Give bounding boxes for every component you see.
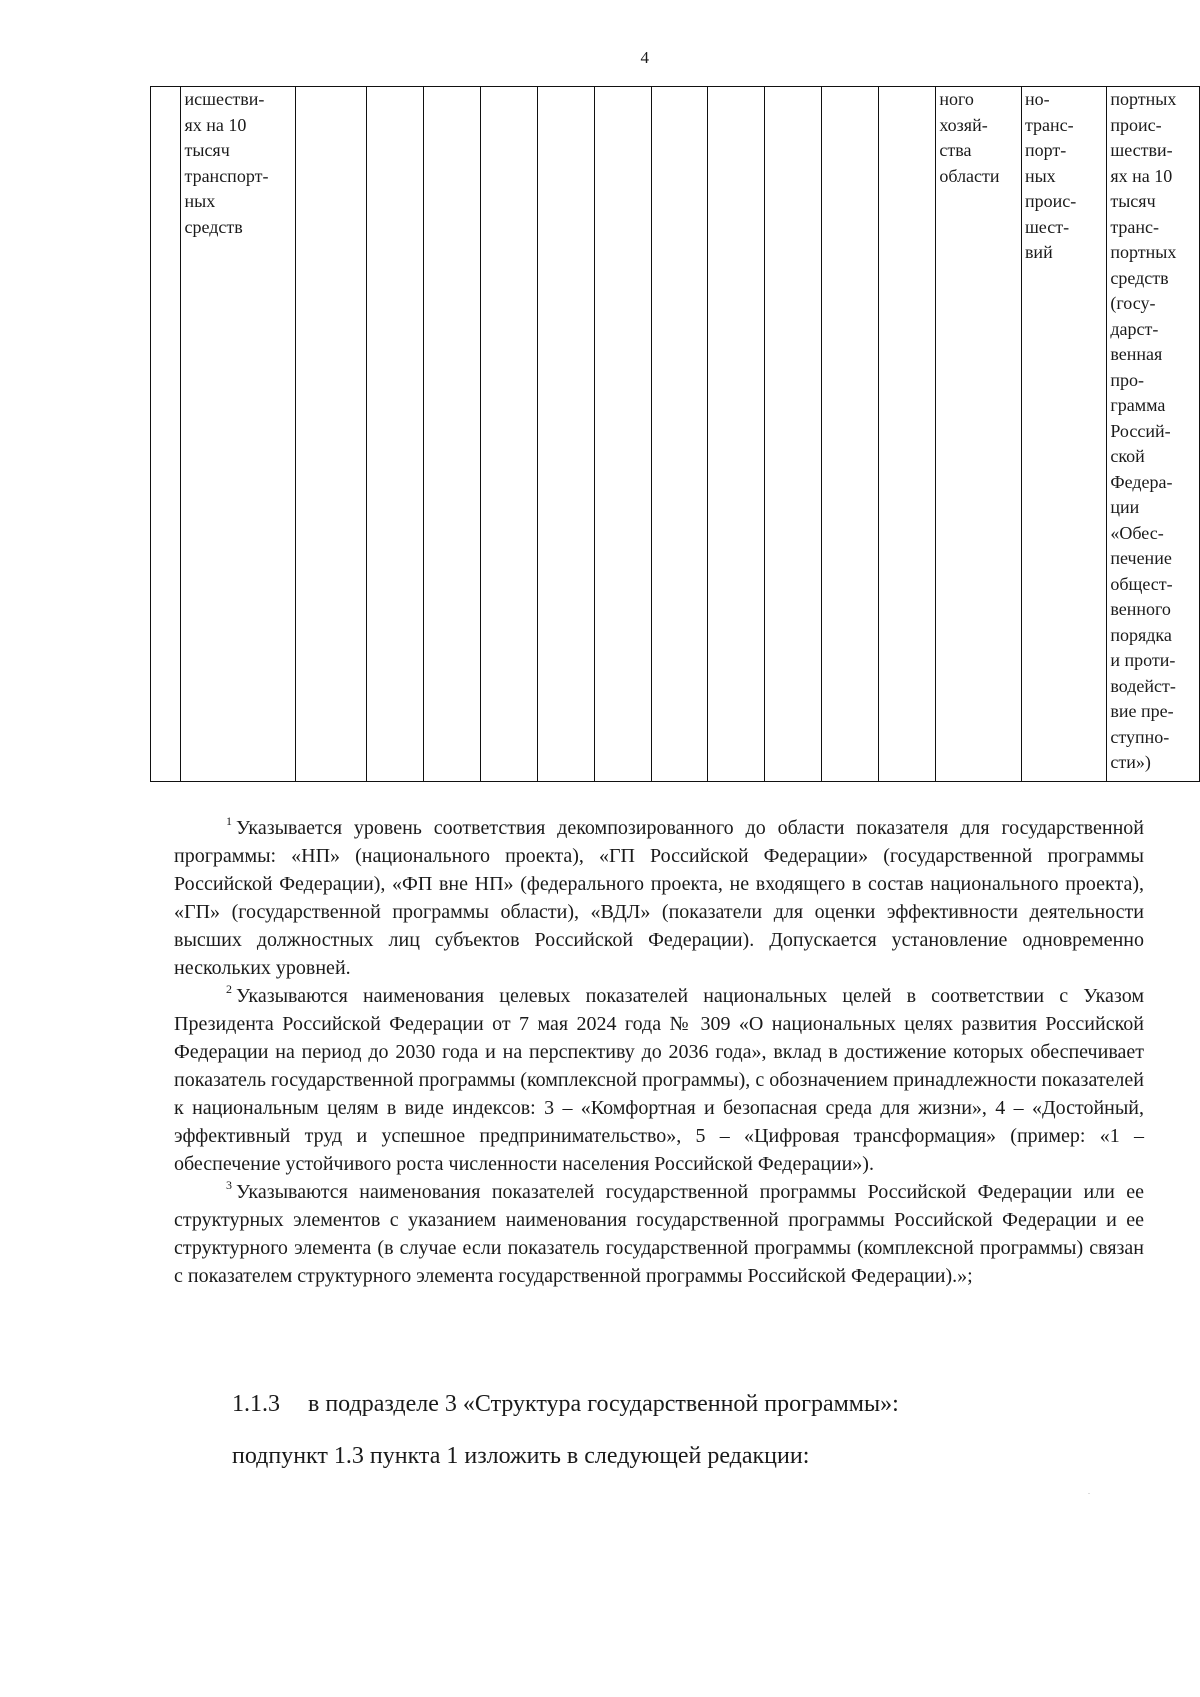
table-cell bbox=[480, 87, 537, 782]
table-cell bbox=[651, 87, 708, 782]
footnote-1 bbox=[174, 814, 1144, 982]
footnote-marker: 3 bbox=[226, 1178, 232, 1192]
table-cell-indicator-name: исшестви- ях на 10 тысяч транспорт- ных средств bbox=[181, 87, 295, 782]
table-cell-indicator-type: но- транс- порт- ных проис- шест- вий bbox=[1021, 87, 1106, 782]
footnote-text: Указываются наименования показателей государственной программы Российской Федерации или ее структурных элементов с указанием наименования государственной программы Российской Федерации и ее структурного элемента (в случае если показатель государственной программы (комплексной программы) связан с показателем структурного элемента государственной программы Российской Федерации).»; bbox=[174, 1181, 1144, 1287]
table-cell bbox=[537, 87, 594, 782]
scan-artifact bbox=[1088, 1493, 1090, 1494]
table-cell bbox=[822, 87, 879, 782]
table-cell bbox=[295, 87, 366, 782]
amendment-heading bbox=[232, 1378, 1152, 1430]
footnote-marker: 1 bbox=[226, 814, 232, 828]
table-cell bbox=[151, 87, 181, 782]
indicator-table bbox=[150, 86, 1200, 782]
footnote-text: Указывается уровень соответствия декомпозированного до области показателя для государственной программы: «НП» (национального проекта), «ГП Российской Федерации» (государственной программы Российской Федерации), «ФП вне НП» (федерального проекта, не входящего в состав национального проекта), «ГП» (государственной программы области), «ВДЛ» (показатели для оценки эффективности деятельности высших должностных лиц субъектов Российской Федерации). Допускается установление одновременно нескольких уровней. bbox=[174, 817, 1144, 979]
footnotes bbox=[174, 814, 1144, 1290]
table-row bbox=[151, 87, 1200, 782]
table-cell bbox=[366, 87, 423, 782]
amendment-section bbox=[232, 1378, 1152, 1482]
amendment-number: 1.1.3 bbox=[232, 1391, 280, 1417]
footnote-2 bbox=[174, 982, 1144, 1178]
page-number: 4 bbox=[640, 48, 650, 67]
table-cell-responsible: ного хозяй- ства области bbox=[936, 87, 1022, 782]
table-cell bbox=[879, 87, 936, 782]
footnote-marker: 2 bbox=[226, 982, 232, 996]
table-cell bbox=[708, 87, 765, 782]
table-cell bbox=[765, 87, 822, 782]
amendment-heading-text: в подразделе 3 «Структура государственной программы»: bbox=[308, 1391, 899, 1417]
table-cell bbox=[594, 87, 651, 782]
footnote-text: Указываются наименования целевых показателей национальных целей в соответствии с Указом Президента Российской Федерации от 7 мая 2024 года № 309 «О национальных целях развития Российской Федерации на период до 2030 года и на перспективу до 2036 года», вклад в достижение которых обеспечивает показатель государственной программы (комплексной программы), с обозначением принадлежности показателей к национальным целям в виде индексов: 3 – «Комфортная и безопасная среда для жизни», 4 – «Достойный, эффективный труд и успешное предпринимательство», 5 – «Цифровая трансформация» (пример: «1 – обеспечение устойчивого роста численности населения Российской Федерации»). bbox=[174, 985, 1144, 1175]
footnote-3 bbox=[174, 1178, 1144, 1290]
amendment-instruction: подпункт 1.3 пункта 1 изложить в следующей редакции: bbox=[232, 1443, 810, 1469]
table-cell-linked-indicator: портных проис- шестви- ях на 10 тысяч транс- портных средств (госу- дарст- венная про- грамма Россий- ской Федера- ции «Обес- печение общест- венного порядка и проти- водейст- вие пре- ступно- сти») bbox=[1107, 87, 1200, 782]
table-cell bbox=[423, 87, 480, 782]
